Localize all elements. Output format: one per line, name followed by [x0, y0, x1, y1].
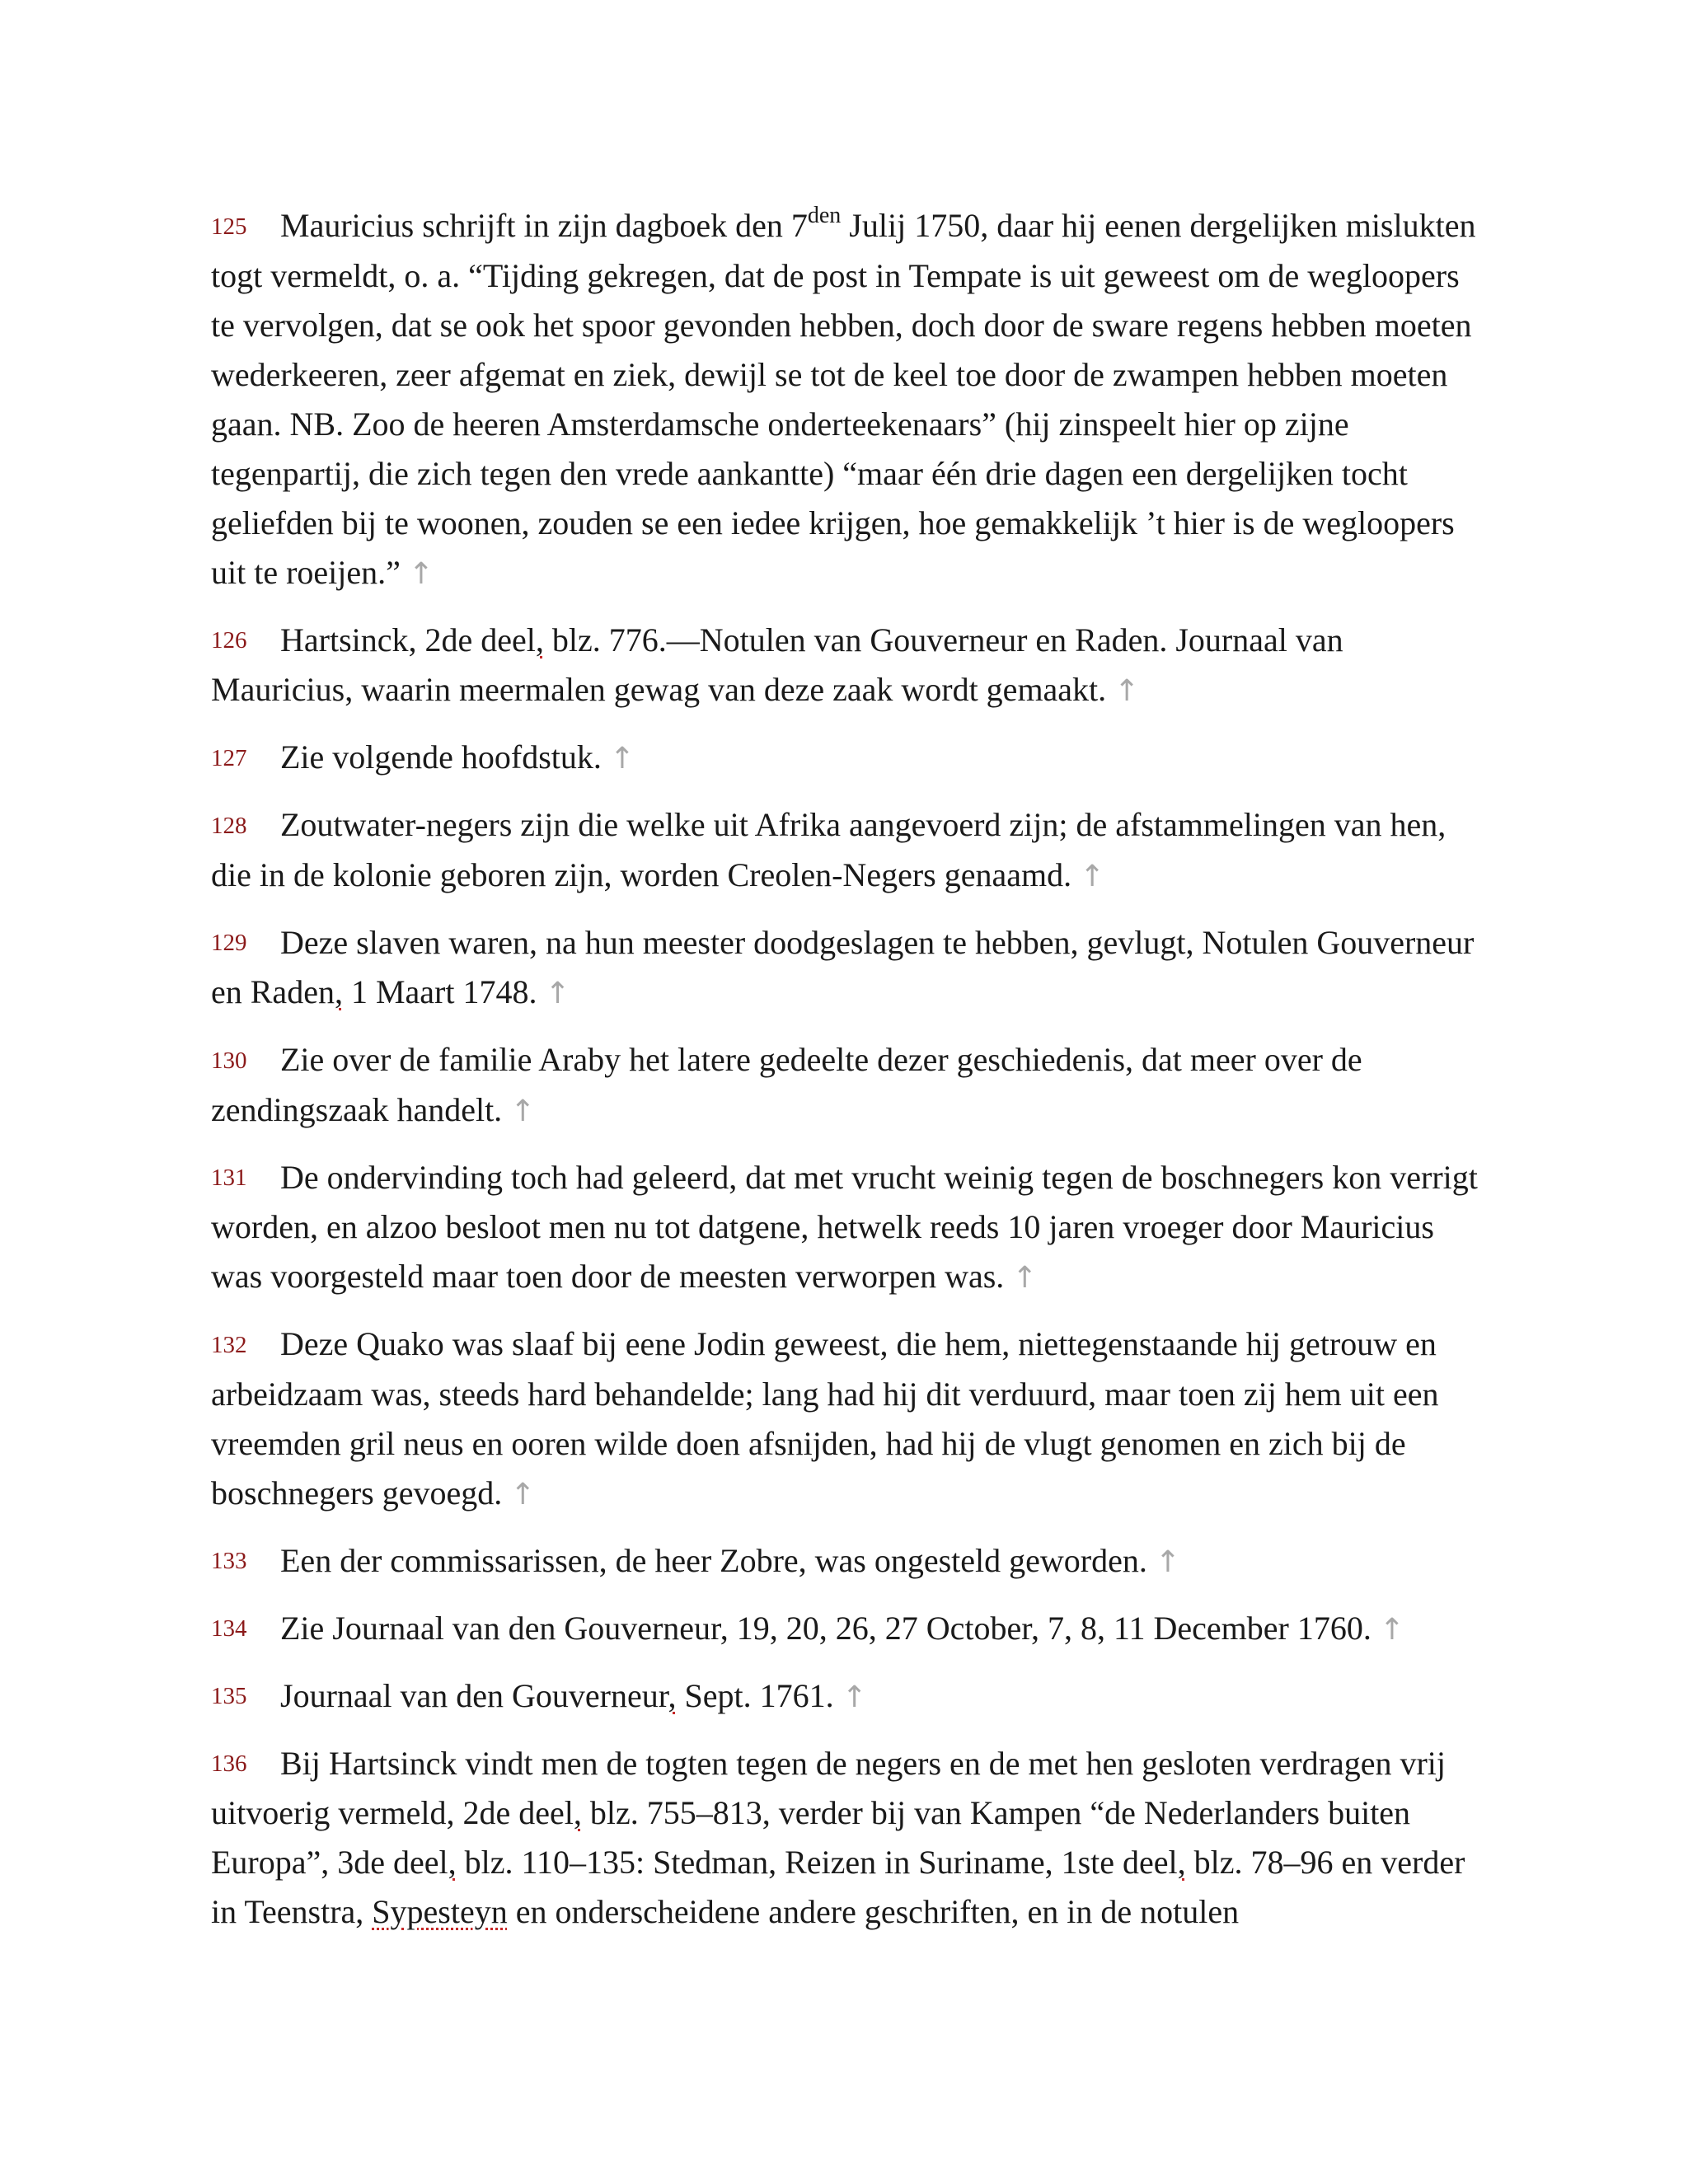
correction-marker: ,: [668, 1676, 677, 1714]
footnote-132: [211, 1319, 1480, 1520]
footnote-number[interactable]: 136: [211, 1750, 247, 1778]
footnote-number[interactable]: 134: [211, 1615, 247, 1643]
footnote-text: Mauricius schrijft in zijn dagboek den 7: [280, 207, 808, 244]
footnote-text: Journaal van den Gouverneur: [280, 1676, 668, 1714]
footnote-129: [211, 918, 1480, 1019]
footnote-number[interactable]: 126: [211, 627, 247, 654]
back-arrow-icon[interactable]: ↑: [510, 1477, 536, 1511]
footnotes-page: [211, 201, 1480, 1953]
footnote-131: [211, 1153, 1480, 1304]
footnote-number[interactable]: 127: [211, 744, 247, 771]
back-arrow-icon[interactable]: ↑: [1379, 1612, 1404, 1647]
footnote-number[interactable]: 128: [211, 812, 247, 839]
footnote-128: [211, 800, 1480, 902]
footnote-text: Zie Journaal van den Gouverneur, 19, 20, 26, 27 October, 7, 8, 11 December 1760.: [280, 1609, 1372, 1647]
footnote-text: Zie volgende hoofdstuk.: [280, 738, 602, 776]
footnote-text: blz. 110–135: Stedman, Reizen in Suriname, 1ste deel: [456, 1844, 1178, 1882]
footnote-text: Hartsinck, 2de deel: [280, 621, 536, 658]
footnote-text: Sept. 1761.: [676, 1676, 834, 1714]
back-arrow-icon[interactable]: ↑: [1012, 1261, 1038, 1296]
back-arrow-icon[interactable]: ↑: [842, 1680, 867, 1714]
footnote-127: [211, 733, 1480, 784]
footnote-text: blz. 776.—Notulen van Gouverneur en Raden. Journaal van Mauricius, waarin meermalen gewag van deze zaak wordt gemaakt.: [211, 621, 1343, 709]
footnote-text: Deze slaven waren, na hun meester doodgeslagen te hebben, gevlugt, Notulen Gouverneur en Raden: [211, 923, 1475, 1011]
footnote-text: blz. 78–96 en verder in Teenstra,: [211, 1844, 1465, 1931]
footnote-number[interactable]: 132: [211, 1331, 247, 1358]
footnote-134: [211, 1604, 1480, 1655]
footnote-text: blz. 755–813, verder bij van Kampen “de Nederlanders buiten Europa”, 3de deel: [211, 1794, 1411, 1882]
footnote-130: [211, 1035, 1480, 1137]
correction-marker: ,: [535, 621, 544, 658]
footnote-text: Zie over de familie Araby het latere gedeelte dezer geschiedenis, dat meer over de zendingszaak handelt.: [211, 1041, 1362, 1128]
back-arrow-icon[interactable]: ↑: [1080, 859, 1105, 893]
correction-marker: ,: [573, 1794, 582, 1832]
back-arrow-icon[interactable]: ↑: [609, 742, 635, 776]
footnote-text: Deze Quako was slaaf bij eene Jodin geweest, die hem, niettegenstaande hij getrouw en arbeidzaam was, steeds hard behandelde; lang had hij dit verduurd, maar toen zij hem uit een vreemden gril neus en ooren wilde doen afsnijden, had hij de vlugt genomen en zich bij de boschnegers gevoegd.: [211, 1325, 1439, 1511]
back-arrow-icon[interactable]: ↑: [408, 556, 434, 591]
correction-marker: ,: [448, 1844, 457, 1882]
footnote-text: De ondervinding toch had geleerd, dat met vrucht weinig tegen de boschnegers kon verrigt worden, en alzoo besloot men nu tot datgene, hetwelk reeds 10 jaren vroeger door Mauricius was voorgesteld maar toen door de meesten verworpen was.: [211, 1158, 1478, 1296]
footnote-125: [211, 201, 1480, 599]
footnote-text: en onderscheidene andere geschriften, en in de notulen: [507, 1893, 1240, 1931]
footnote-number[interactable]: 135: [211, 1683, 247, 1710]
footnote-text: Julij 1750, daar hij eenen dergelijken mislukten togt vermeldt, o. a. “Tijding gekregen, dat de post in Tempate is uit geweest om de wegloopers te vervolgen, dat se ook het spoor gevonden hebben, doch door de sware regens hebben moeten wederkeeren, zeer afgemat en ziek, dewijl se tot de keel toe door de zwampen hebben moeten gaan. NB. Zoo de heeren Amsterdamsche onderteekenaars” (hij zinspeelt hier op zijne tegenpartij, die zich tegen den vrede aankantte) “maar één drie dagen een dergelijken tocht geliefden bij te woonen, zouden se een iedee krijgen, hoe gemakkelijk ’t hier is de wegloopers uit te roeijen.”: [211, 207, 1476, 591]
footnote-126: [211, 616, 1480, 717]
superscript: den: [807, 203, 842, 229]
correction-marker: ,: [334, 973, 343, 1011]
back-arrow-icon[interactable]: ↑: [545, 977, 570, 1011]
footnote-number[interactable]: 130: [211, 1047, 247, 1074]
footnote-text: Zoutwater-negers zijn die welke uit Afrika aangevoerd zijn; de afstammelingen van hen, die in de kolonie geboren zijn, worden Creolen-Negers genaamd.: [211, 806, 1447, 893]
footnote-number[interactable]: 131: [211, 1165, 247, 1192]
footnote-text: Bij Hartsinck vindt men de togten tegen de negers en de met hen gesloten verdragen vrij uitvoerig vermeld, 2de deel: [211, 1744, 1447, 1832]
footnote-number[interactable]: 125: [211, 213, 247, 240]
footnote-133: [211, 1536, 1480, 1587]
back-arrow-icon[interactable]: ↑: [1155, 1544, 1181, 1579]
footnote-136: [211, 1739, 1480, 1938]
footnote-number[interactable]: 133: [211, 1548, 247, 1575]
footnote-135: [211, 1671, 1480, 1722]
back-arrow-icon[interactable]: ↑: [510, 1094, 536, 1128]
correction-marker: ,: [1177, 1844, 1186, 1882]
correction-marker: Sypesteyn: [372, 1893, 508, 1931]
footnote-text: 1 Maart 1748.: [342, 973, 537, 1011]
footnote-number[interactable]: 129: [211, 930, 247, 957]
footnote-text: Een der commissarissen, de heer Zobre, was ongesteld geworden.: [280, 1541, 1147, 1579]
back-arrow-icon[interactable]: ↑: [1114, 674, 1140, 709]
